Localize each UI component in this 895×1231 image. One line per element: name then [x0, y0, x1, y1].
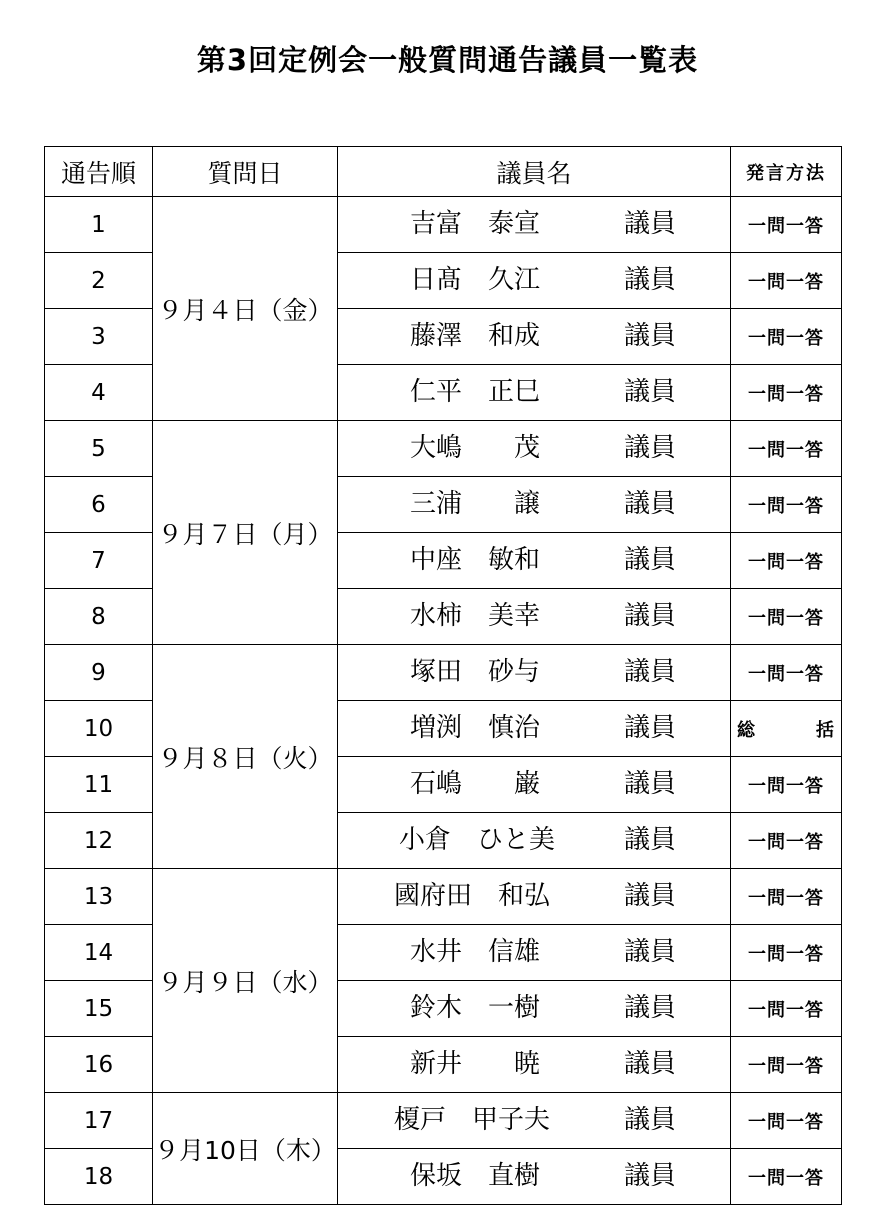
- speech-method: 一問一答: [731, 253, 842, 309]
- member-title: 議員: [624, 1049, 677, 1079]
- member-name-cell: [338, 701, 731, 757]
- member-name: 保坂 直樹: [410, 1161, 541, 1191]
- order-number: 7: [45, 533, 153, 589]
- order-number: 16: [45, 1037, 153, 1093]
- order-number: 5: [45, 421, 153, 477]
- header-row: [45, 147, 842, 197]
- member-name: 國府田 和弘: [394, 881, 551, 911]
- member-name: 水柿 美幸: [410, 601, 541, 631]
- order-number: 15: [45, 981, 153, 1037]
- speech-method: 一問一答: [731, 645, 842, 701]
- member-title: 議員: [624, 321, 677, 351]
- roster-body: [45, 197, 842, 1205]
- member-name: 中座 敏和: [410, 545, 541, 575]
- order-number: 3: [45, 309, 153, 365]
- member-title: 議員: [624, 825, 677, 855]
- order-number: 8: [45, 589, 153, 645]
- order-number: 1: [45, 197, 153, 253]
- column-header-member: 議員名: [338, 147, 731, 197]
- member-title: 議員: [624, 769, 677, 799]
- member-name: 塚田 砂与: [410, 657, 541, 687]
- member-name-cell: [338, 1093, 731, 1149]
- member-name-cell: [338, 1149, 731, 1205]
- member-title: 議員: [624, 1161, 677, 1191]
- member-title: 議員: [624, 545, 677, 575]
- speech-method: 一問一答: [731, 421, 842, 477]
- member-name: 水井 信雄: [410, 937, 541, 967]
- speech-method: 一問一答: [731, 533, 842, 589]
- member-title: 議員: [624, 265, 677, 295]
- member-name: 藤澤 和成: [410, 321, 541, 351]
- member-name: 大嶋 茂: [410, 433, 541, 463]
- order-number: 6: [45, 477, 153, 533]
- order-number: 12: [45, 813, 153, 869]
- speech-method: 一問一答: [731, 1037, 842, 1093]
- table-row: [45, 1093, 842, 1149]
- member-name: 小倉 ひと美: [399, 825, 556, 855]
- order-number: 14: [45, 925, 153, 981]
- member-name-cell: [338, 757, 731, 813]
- column-header-date: 質問日: [153, 147, 338, 197]
- member-title: 議員: [624, 993, 677, 1023]
- order-number: 18: [45, 1149, 153, 1205]
- question-date: ９月10日（木）: [153, 1093, 338, 1205]
- speech-method: 一問一答: [731, 365, 842, 421]
- table-row: [45, 421, 842, 477]
- member-name-cell: [338, 981, 731, 1037]
- member-name-cell: [338, 813, 731, 869]
- member-name: 榎戸 甲子夫: [394, 1105, 551, 1135]
- speech-method: 一問一答: [731, 589, 842, 645]
- member-name: 新井 暁: [410, 1049, 541, 1079]
- member-name-cell: [338, 869, 731, 925]
- question-date: ９月９日（水）: [153, 869, 338, 1093]
- page-title: 第3回定例会一般質問通告議員一覧表: [196, 43, 699, 77]
- member-name: 三浦 譲: [410, 489, 541, 519]
- table-row: [45, 869, 842, 925]
- member-name-cell: [338, 421, 731, 477]
- member-title: 議員: [624, 601, 677, 631]
- member-roster-table: [44, 146, 842, 1205]
- member-title: 議員: [624, 377, 677, 407]
- order-number: 4: [45, 365, 153, 421]
- member-name-cell: [338, 925, 731, 981]
- order-number: 17: [45, 1093, 153, 1149]
- speech-method: 一問一答: [731, 1093, 842, 1149]
- member-name: 仁平 正巳: [410, 377, 541, 407]
- member-name-cell: [338, 589, 731, 645]
- member-title: 議員: [624, 881, 677, 911]
- question-date: ９月７日（月）: [153, 421, 338, 645]
- member-title: 議員: [624, 489, 677, 519]
- member-title: 議員: [624, 433, 677, 463]
- speech-method-text: [731, 716, 841, 742]
- speech-method: [731, 701, 842, 757]
- column-header-order: 通告順: [45, 147, 153, 197]
- order-number: 2: [45, 253, 153, 309]
- member-name-cell: [338, 477, 731, 533]
- member-name-cell: [338, 533, 731, 589]
- speech-method: 一問一答: [731, 477, 842, 533]
- member-name: 鈴木 一樹: [410, 993, 541, 1023]
- speech-method: 一問一答: [731, 1149, 842, 1205]
- order-number: 13: [45, 869, 153, 925]
- speech-method: 一問一答: [731, 981, 842, 1037]
- member-name: 石嶋 巌: [410, 769, 541, 799]
- speech-method: 一問一答: [731, 757, 842, 813]
- question-date: ９月８日（火）: [153, 645, 338, 869]
- member-title: 議員: [624, 209, 677, 239]
- member-name-cell: [338, 197, 731, 253]
- speech-method: 一問一答: [731, 197, 842, 253]
- member-name-cell: [338, 309, 731, 365]
- member-name-cell: [338, 365, 731, 421]
- speech-method: 一問一答: [731, 869, 842, 925]
- member-title: 議員: [624, 657, 677, 687]
- order-number: 11: [45, 757, 153, 813]
- speech-method: 一問一答: [731, 813, 842, 869]
- speech-method: 一問一答: [731, 309, 842, 365]
- member-name-cell: [338, 645, 731, 701]
- table-row: [45, 197, 842, 253]
- member-name-cell: [338, 1037, 731, 1093]
- member-name: 吉富 泰宣: [410, 209, 541, 239]
- member-name: 日髙 久江: [410, 265, 541, 295]
- order-number: 9: [45, 645, 153, 701]
- member-title: 議員: [624, 713, 677, 743]
- speech-method: 一問一答: [731, 925, 842, 981]
- table-row: [45, 645, 842, 701]
- order-number: 10: [45, 701, 153, 757]
- member-name-cell: [338, 253, 731, 309]
- member-title: 議員: [624, 1105, 677, 1135]
- member-title: 議員: [624, 937, 677, 967]
- column-header-method: 発言方法: [731, 147, 842, 197]
- speech-method-part: 括: [816, 719, 835, 741]
- speech-method-part: 総: [737, 719, 756, 741]
- question-date: ９月４日（金）: [153, 197, 338, 421]
- member-name: 増渕 慎治: [410, 713, 541, 743]
